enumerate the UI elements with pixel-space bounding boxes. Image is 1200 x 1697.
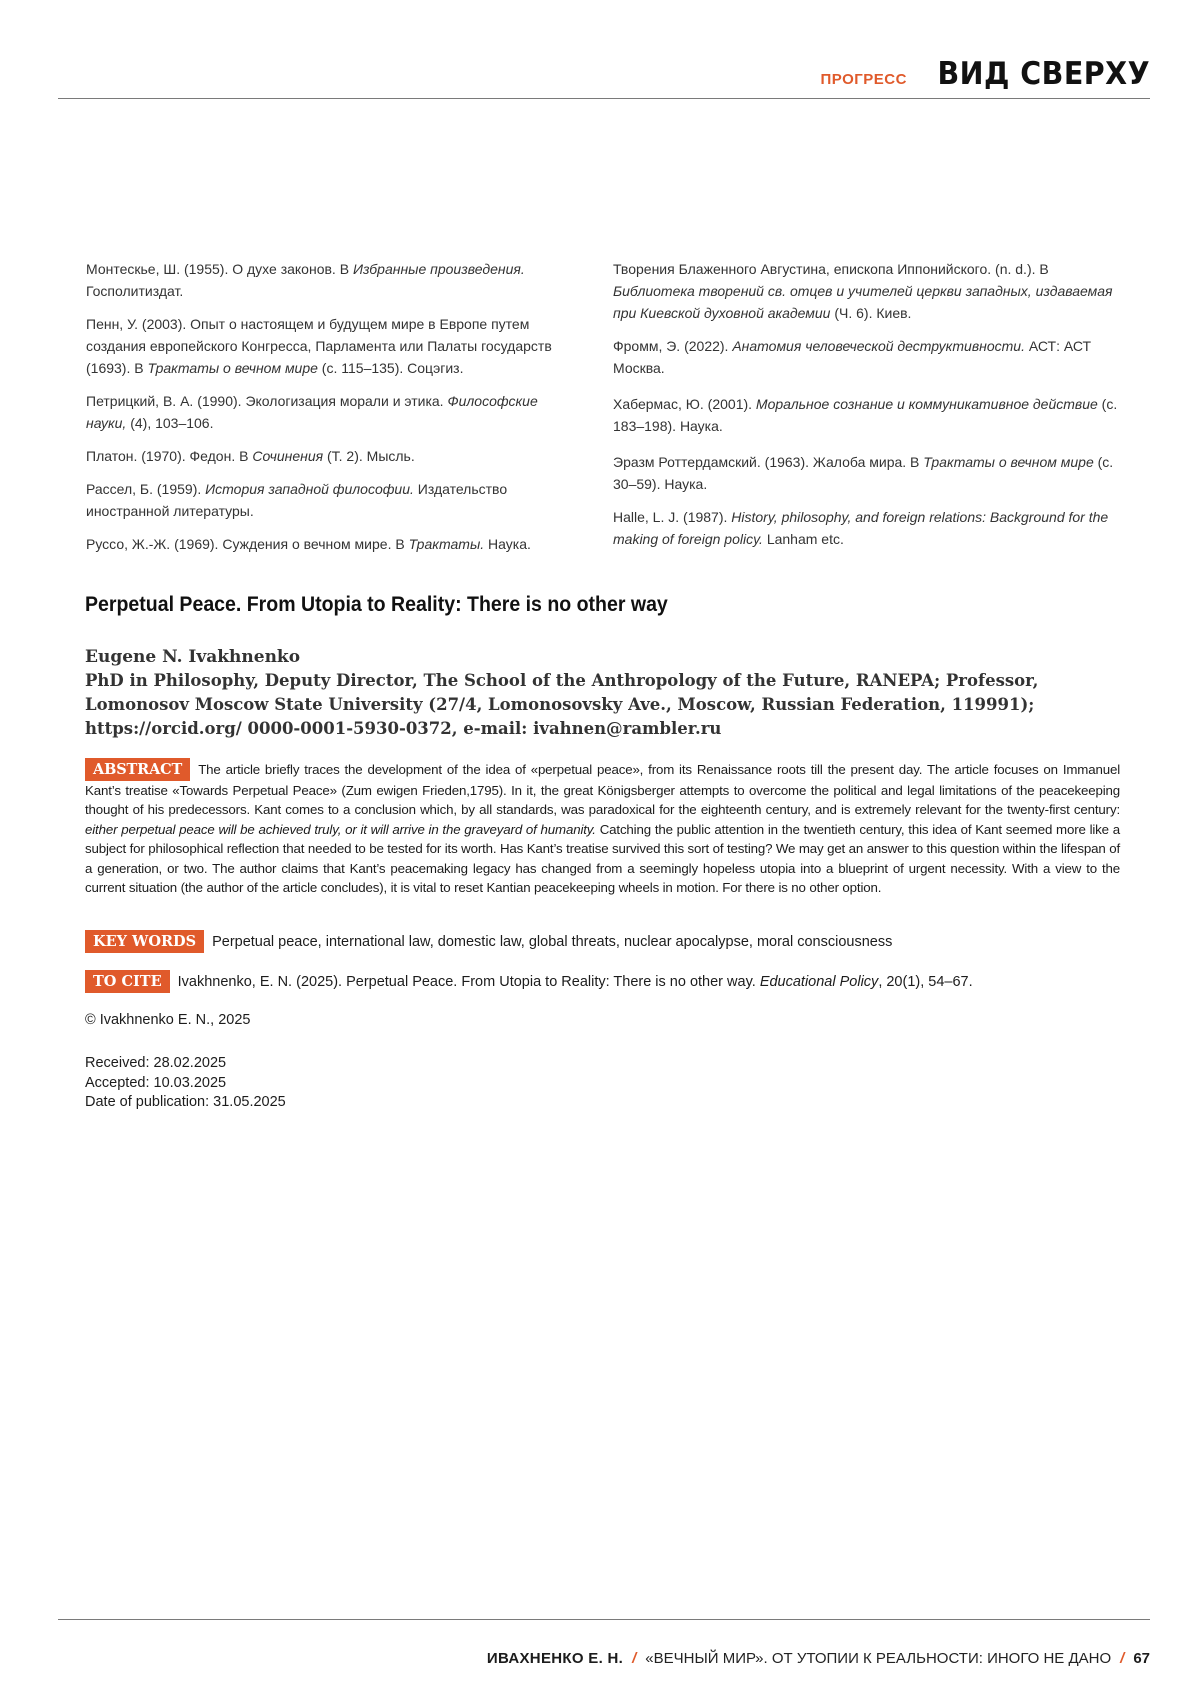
date-accepted: Accepted: 10.03.2025 bbox=[85, 1074, 286, 1094]
page-number: 67 bbox=[1133, 1650, 1150, 1667]
footer-separator: / bbox=[632, 1650, 636, 1667]
page-footer bbox=[58, 1619, 1150, 1620]
keywords-label: KEY WORDS bbox=[85, 930, 204, 953]
reference-item: Платон. (1970). Федон. В Сочинения (Т. 2). Мысль. bbox=[86, 445, 580, 467]
reference-item: Halle, L. J. (1987). History, philosophy, and foreign relations: Background for the making of foreign policy. Lanham etc. bbox=[613, 506, 1118, 550]
article-title: Perpetual Peace. From Utopia to Reality: There is no other way bbox=[85, 593, 668, 617]
citation bbox=[85, 970, 1125, 994]
citation-label: TO CITE bbox=[85, 970, 170, 993]
header-section-label: ВИД СВЕРХУ bbox=[937, 56, 1150, 92]
references-left-column bbox=[86, 258, 580, 566]
reference-item: Руссо, Ж.-Ж. (1969). Суждения о вечном мире. В Трактаты. Наука. bbox=[86, 533, 580, 555]
keywords-text: Perpetual peace, international law, domestic law, global threats, nuclear apocalypse, moral consciousness bbox=[212, 934, 892, 950]
citation-text: Ivakhnenko, E. N. (2025). Perpetual Peace. From Utopia to Reality: There is no other way. bbox=[178, 974, 760, 990]
footer-separator: / bbox=[1120, 1650, 1124, 1667]
reference-item: Рассел, Б. (1959). История западной философии. Издательство иностранной литературы. bbox=[86, 478, 580, 522]
reference-item: Пенн, У. (2003). Опыт о настоящем и будущем мире в Европе путем создания европейского Конгресса, Парламента или Палаты государств (1693). В Трактаты о вечном мире (с. 115–135). Соцэгиз. bbox=[86, 313, 580, 379]
date-published: Date of publication: 31.05.2025 bbox=[85, 1093, 286, 1113]
abstract bbox=[85, 758, 1120, 897]
header-sub-label: ПРОГРЕСС bbox=[821, 71, 907, 88]
footer-title: «ВЕЧНЫЙ МИР». ОТ УТОПИИ К РЕАЛЬНОСТИ: ИНОГО НЕ ДАНО bbox=[645, 1650, 1111, 1667]
abstract-italic-text: either perpetual peace will be achieved truly, or it will arrive in the graveyard of humanity. bbox=[85, 822, 596, 837]
footer-author: ИВАХНЕНКО Е. Н. bbox=[487, 1650, 623, 1667]
author-affiliation: PhD in Philosophy, Deputy Director, The School of the Anthropology of the Future, RANEPA; Professor, Lomonosov Moscow State University (27/4, Lomonosovsky Ave., Moscow, Russian Federation, 119991); https://orcid.org/ 0000-0001-5930-0372, e-mail: ivahnen@rambler.ru bbox=[85, 669, 1125, 741]
date-received: Received: 28.02.2025 bbox=[85, 1054, 286, 1074]
citation-journal: Educational Policy bbox=[760, 974, 879, 990]
reference-item: Творения Блаженного Августина, епископа Иппонийского. (n. d.). В Библиотека творений св. отцев и учителей церкви западных, издаваемая при Киевской духовной академии (Ч. 6). Киев. bbox=[613, 258, 1118, 324]
reference-item: Монтескье, Ш. (1955). О духе законов. В Избранные произведения. Госполитиздат. bbox=[86, 258, 580, 302]
keywords bbox=[85, 930, 1125, 954]
reference-item: Фромм, Э. (2022). Анатомия человеческой деструктивности. АСТ: АСТ Москва. bbox=[613, 335, 1118, 379]
page-header bbox=[58, 52, 1150, 99]
author-block bbox=[85, 645, 1125, 741]
abstract-label: ABSTRACT bbox=[85, 758, 190, 781]
abstract-text: The article briefly traces the development of the idea of «perpetual peace», from its Renaissance roots till the present day. The article focuses on Immanuel Kant’s treatise «Towards Perpetual Peace» (Zum ewigen Frieden,1795). In it, the great Königsberger attempts to overcome the political and legal limitations of the peacekeeping thought of his predecessors. Kant comes to a conclusion which, by all standards, was paradoxical for the eighteenth century, and is extremely relevant for the twenty-first century: bbox=[85, 762, 1120, 817]
publication-dates bbox=[85, 1054, 286, 1113]
abstract-text-continued: Catching the public attention in the twentieth century, this idea of Kant seemed more like a subject for philosophical reflection that needed to be tested for its worth. Has Kant’s treatise survived this sort of testing? We may get an answer to this question within the lifespan of a generation, or two. The author claims that Kant’s peacemaking legacy has changed from a seemingly hopeless utopia into a blueprint of urgent necessity. With a view to the current situation (the author of the article concludes), it is vital to reset Kantian peacekeeping wheels in motion. For there is no other option. bbox=[85, 822, 1120, 895]
copyright: © Ivakhnenko E. N., 2025 bbox=[85, 1012, 250, 1028]
citation-issue: , 20(1), 54–67. bbox=[878, 974, 972, 990]
reference-item: Хабермас, Ю. (2001). Моральное сознание и коммуникативное действие (с. 183–198). Наука. bbox=[613, 393, 1118, 437]
reference-item: Эразм Роттердамский. (1963). Жалоба мира. В Трактаты о вечном мире (с. 30–59). Наука. bbox=[613, 451, 1118, 495]
reference-item: Петрицкий, В. А. (1990). Экологизация морали и этика. Философские науки, (4), 103–106. bbox=[86, 390, 580, 434]
references-right-column bbox=[613, 258, 1118, 561]
author-name: Eugene N. Ivakhnenko bbox=[85, 645, 1125, 669]
